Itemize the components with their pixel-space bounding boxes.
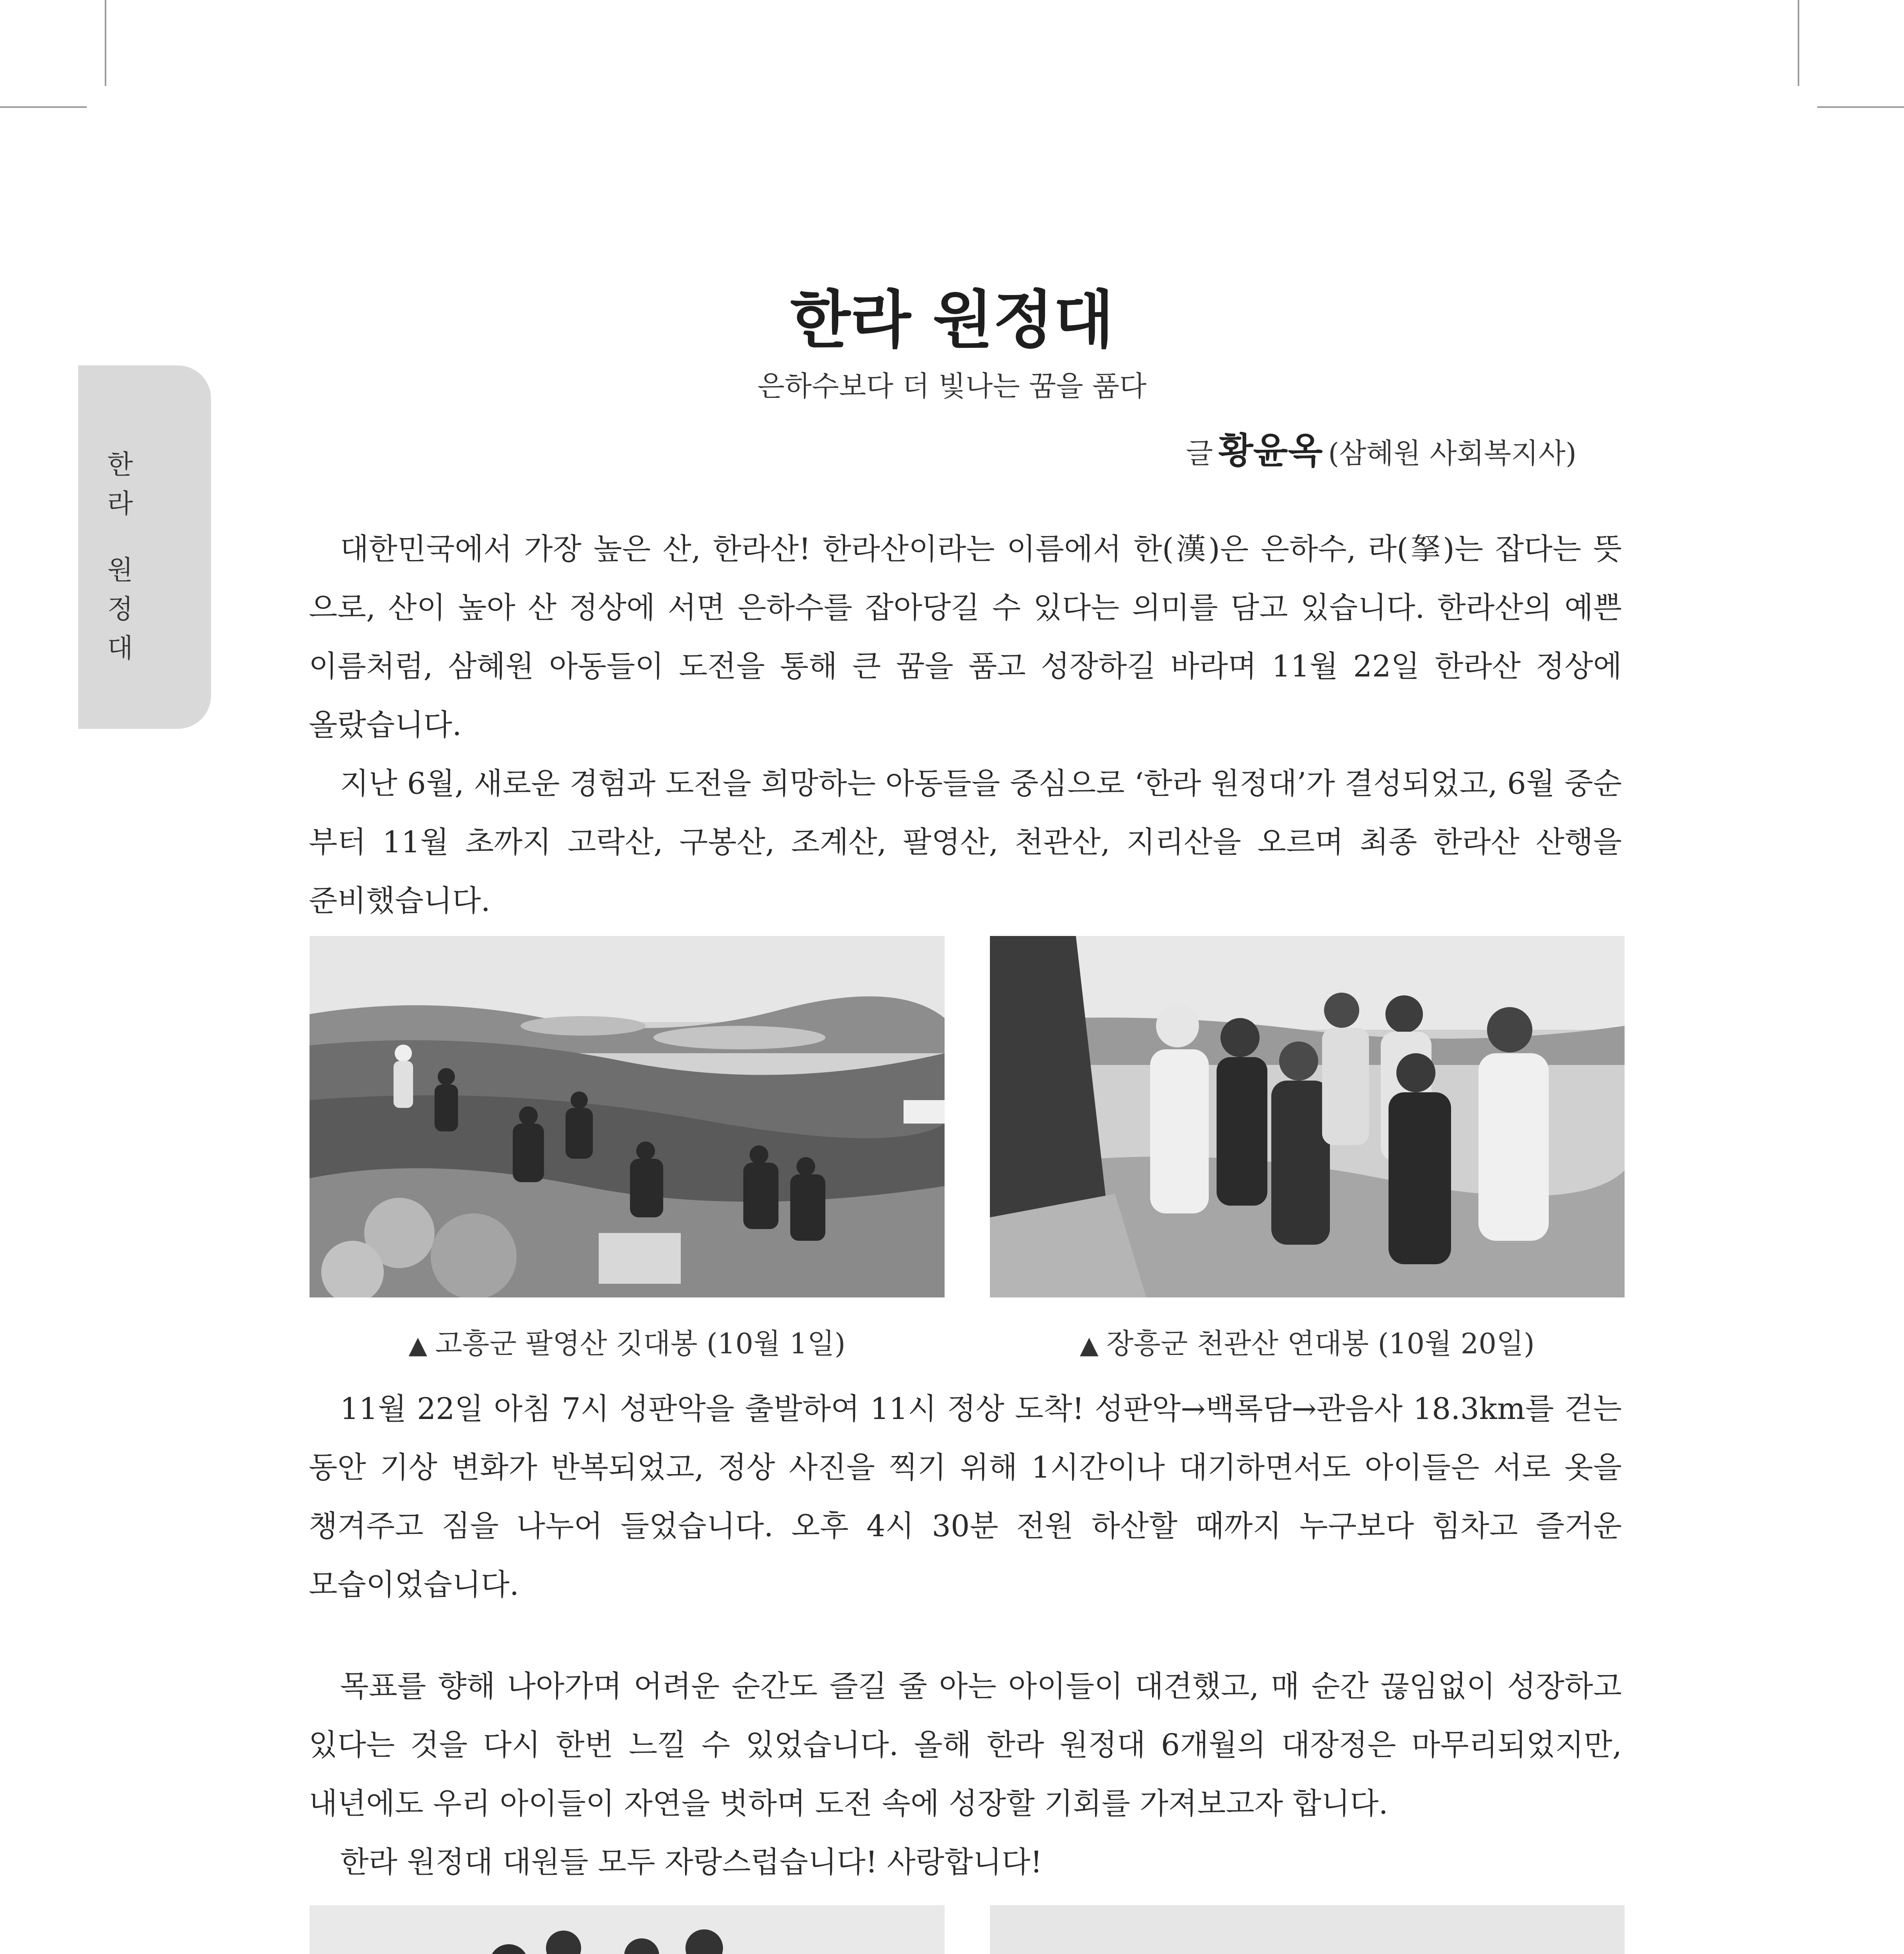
- body-line: 내년에도 우리 아이들이 자연을 벗하며 도전 속에 성장할 기회를 가져보고자 합니다.: [309, 1786, 1388, 1821]
- article-byline: [1186, 422, 1577, 474]
- triangle-marker-icon: ▲: [1080, 1331, 1099, 1359]
- body-line: 올랐습니다.: [309, 707, 462, 742]
- side-tab-char: 대: [107, 633, 133, 664]
- chapter-side-tab: [78, 365, 211, 729]
- side-tab-char: 정: [107, 594, 133, 625]
- photo-cheongwansan: [990, 936, 1625, 1297]
- body-line: 동안 기상 변화가 반복되었고, 정상 사진을 찍기 위해 1시간이나 대기하면서도 아이들은 서로 옷을: [309, 1450, 1622, 1485]
- author-name: 황윤옥: [1218, 430, 1323, 472]
- side-tab-char: 원: [107, 555, 133, 586]
- article-title: 한라 원정대: [790, 283, 1114, 356]
- triangle-marker-icon: ▲: [408, 1331, 428, 1359]
- side-tab-char: 라: [107, 488, 133, 519]
- body-line: 모습이었습니다.: [309, 1567, 519, 1602]
- photo-caption: [990, 1321, 1625, 1362]
- crop-mark: [1798, 0, 1799, 86]
- body-line: 대한민국에서 가장 높은 산, 한라산! 한라산이라는 이름에서 한(漢)은 은하수, 라(拏)는 잡다는 뜻: [340, 531, 1622, 566]
- photo-cheonwangbong: [310, 1905, 945, 1954]
- body-line: 지난 6월, 새로운 경험과 도전을 희망하는 아동들을 중심으로 ‘한라 원정대’가 결성되었고, 6월 중순: [340, 766, 1622, 801]
- body-line: 한라 원정대 대원들 모두 자랑스럽습니다! 사랑합니다!: [340, 1845, 1043, 1879]
- body-line: 11월 22일 아침 7시 성판악을 출발하여 11시 정상 도착! 성판악→백록담→관음사 18.3km를 걷는: [340, 1391, 1622, 1426]
- crop-mark: [105, 0, 106, 86]
- caption-text: 고흥군 팔영산 깃대봉 (10월 1일): [435, 1327, 846, 1360]
- photo-caption: [310, 1321, 945, 1362]
- article-subtitle: 은하수보다 더 빛나는 꿈을 품다: [757, 370, 1147, 403]
- crop-mark: [1817, 106, 1904, 108]
- body-line: 목표를 향해 나아가며 어려운 순간도 즐길 줄 아는 아이들이 대견했고, 매 순간 끊임없이 성장하고: [340, 1669, 1622, 1703]
- body-line: 있다는 것을 다시 한번 느낄 수 있었습니다. 올해 한라 원정대 6개월의 대장정은 마무리되었지만,: [309, 1727, 1622, 1762]
- crop-mark: [0, 106, 87, 108]
- body-line: 준비했습니다.: [309, 883, 490, 918]
- author-affiliation: (삼혜원 사회복지사): [1328, 437, 1577, 470]
- body-line: 챙겨주고 짐을 나누어 들었습니다. 오후 4시 30분 전원 하산할 때까지 누구보다 힘차고 즐거운: [309, 1508, 1622, 1543]
- body-line: 이름처럼, 삼혜원 아동들이 도전을 통해 큰 꿈을 품고 성장하길 바라며 11월 22일 한라산 정상에: [309, 649, 1622, 684]
- photo-baengnokdam: [990, 1905, 1625, 1954]
- byline-prefix: 글: [1186, 437, 1213, 470]
- photo-palyeongsan: [310, 936, 945, 1297]
- body-line: 부터 11월 초까지 고락산, 구봉산, 조계산, 팔영산, 천관산, 지리산을 오르며 최종 한라산 산행을: [309, 825, 1622, 859]
- caption-text: 장흥군 천관산 연대봉 (10월 20일): [1106, 1327, 1535, 1360]
- side-tab-char: 한: [107, 449, 133, 480]
- body-line: 으로, 산이 높아 산 정상에 서면 은하수를 잡아당길 수 있다는 의미를 담고 있습니다. 한라산의 예쁜: [309, 590, 1622, 625]
